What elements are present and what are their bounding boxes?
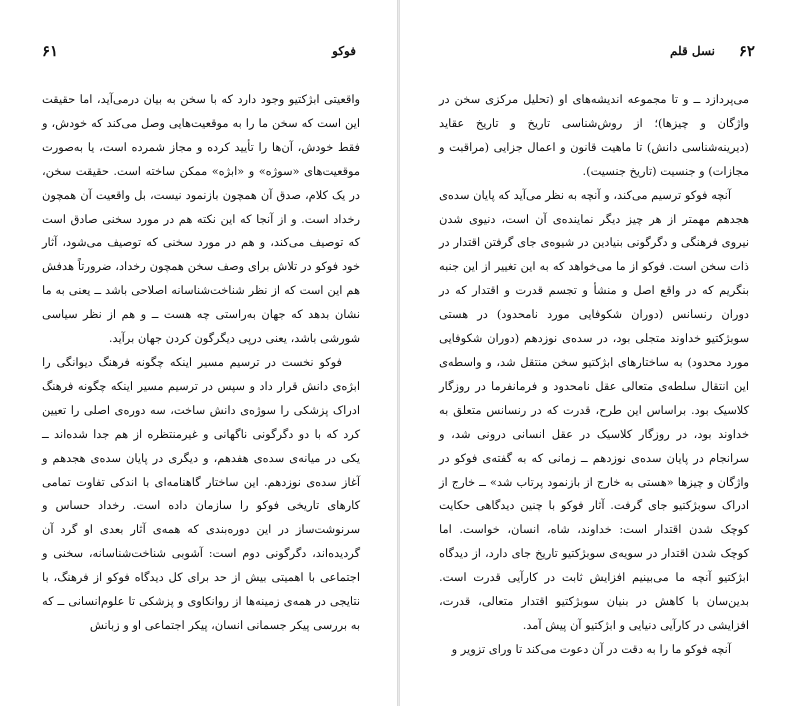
right-page-body [439, 88, 749, 662]
paragraph: فوکو نخست در ترسیم مسیر اینکه چگونه فرهنگ دیوانگی را ابژه‌ی دانش قرار داد و سپس در ترسیم مسیر اینکه چگونه فرهنگ ادراک پزشکی را سوژه‌ی دانش ساخت، سه دوره‌ی اصلی را تعیین کرد که با دو دگرگونی ناگهانی و غیرمنتظره از هم جدا شده‌اند ــ یکی در میانه‌ی سده‌ی هفدهم، و دیگری در پایان سده‌ی هجدهم و آغاز سده‌ی نوزدهم. این ساختار گاهنامه‌ای با اندکی تفاوت تمامی کارهای تاریخی فوکو را سازمان داده است. رخداد حساس و سرنوشت‌ساز در این دوره‌بندی که همه‌ی آثار بعدی او گرد آن گردیده‌اند، دگرگونی دوم است: آشوبی شناخت‌شناسانه، سخنی و اجتماعی با اهمیتی بیش از حد برای کل دیدگاه فوکو از فرهنگ، با نتایجی در همه‌ی زمینه‌ها از روانکاوی و پزشکی تا علوم‌انسانی ــ که به بررسی پیکر جسمانی انسان، پیکر اجتماعی او و زبانش [42, 354, 360, 632]
paragraph: آنچه فوکو ترسیم می‌کند، و آنچه به نظر می‌آید که پایان سده‌ی هجدهم مهمتر از هر چیز دیگر نماینده‌ی آن است، دنیوی شدن نیروی فرهنگی و دگرگونی بنیادین در شیوه‌ی جای گرفتن اقتدار در ذات سخن است. فوکو از ما می‌خواهد که به این تغییر از این جنبه بنگریم که در واقع اصل و منشأ و تجسم قدرت و اقتدار که در دوران رنسانس (دوران شکوفایی مورد نامحدود) در هستی سوبژکتیو خداوند متجلی بود، در سده‌ی نوزدهم (دوران شکوفایی مورد محدود) به ساختارهای ابژکتیو سخن منتقل شد، و واسطه‌ی این انتقال سلطه‌ی متعالی عقل نامحدود و فرمانفرما در روزگار کلاسیک بود. براساس این طرح، قدرت که در رنسانس متعلق به خداوند بود، در روزگار کلاسیک در عقل انسانی درونی شد، و سرانجام در پایان سده‌ی نوزدهم ــ زمانی که به گفته‌ی فوکو در واژگان و چیزها «هستی به خارج از بازنمود پرتاب شد» ــ خارج از ادراک سوبژکتیو جای گرفت. آثار فوکو با چنین دیدگاهی حکایت کوچک شدن اقتدار است: خداوند، شاه، انسان، خواست. اما کوچک شدن اقتدار در سویه‌ی سوبژکتیو تاریخ جای دارد، از دیدگاه ابژکتیو آنچه ما می‌بینیم افزایش ثابت در کارآیی قدرت است. بدین‌سان با کاهش در بنیان سوبژکتیو اقتدار متعالی، قدرت، افزایشی در کارآیی دنیایی و ابژکتیو آن پیش آمد. [439, 187, 749, 632]
right-page [399, 0, 797, 706]
running-head: نسل قلم [669, 44, 715, 58]
right-page-header [441, 42, 755, 66]
left-page-body [42, 88, 360, 638]
running-head: فوکو [332, 44, 356, 58]
paragraph: واقعیتی ابژکتیو وجود دارد که با سخن به بیان درمی‌آید، اما حقیقت این است که سخن ما را به موقعیت‌هایی وصل می‌کند که خودش، و فقط خودش، آن‌ها را تأیید کرده و مجاز شمرده است، یا به‌صورت موقعیت‌های «سوژه» و «ابژه» ممکن ساخته است. حقیقت سخن، در یک کلام، صدق آن همچون بازنمود نیست، بل واقعیت آن همچون رخداد است. و از آنجا که این نکته هم در مورد سخنی صادق است که توصیف می‌کند، و هم در مورد سخنی که توصیف می‌شود، آثار خود فوکو در تلاش برای وصف سخن همچون رخداد، ضرورتاً هدفش هم این است که از نظر شناخت‌شناسانه اصلاحی باشد ــ یعنی به ما نشان بدهد که جهان به‌راستی چه هست ــ و هم از نظر سیاسی شورشی باشد، یعنی درپی دیگرگون کردن جهان برآید. [42, 92, 360, 346]
paragraph: آنچه فوکو ما را به دقت در آن دعوت می‌کند تا ورای تزویر و [451, 641, 731, 656]
left-page [0, 0, 398, 706]
left-page-header [42, 42, 356, 66]
page-number: ۶۱ [42, 42, 59, 60]
page-number: ۶۲ [738, 42, 755, 60]
paragraph: می‌پردازد ــ و تا مجموعه اندیشه‌های او (تحلیل مرکزی سخن در واژگان و چیزها)؛ از روش‌شناسی تاریخ و تاریخ عقاید (دیرینه‌شناسی دانش) تا ماهیت قانون و اعمال جزایی (مراقبت و مجازات) و جنسیت (تاریخ جنسیت). [439, 92, 749, 178]
